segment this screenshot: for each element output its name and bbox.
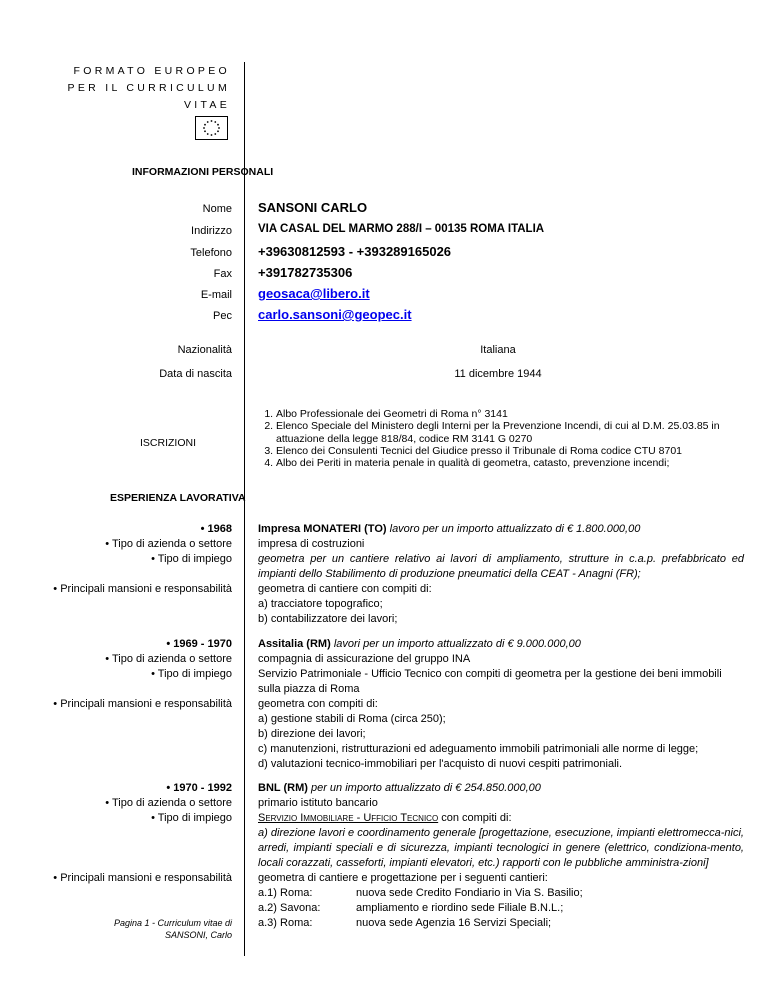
job-labels (53, 781, 232, 886)
job-sector: compagnia di assicurazione del gruppo INA (258, 653, 471, 665)
site-code: a.2) Savona: (258, 902, 321, 914)
job-entry (258, 522, 744, 627)
site-desc: nuova sede Credito Fondiario in Via S. Basilio; (356, 887, 583, 899)
job-role-rest: con compiti di: (441, 812, 512, 824)
job-sector: primario istituto bancario (258, 797, 378, 809)
job-duty: geometra con compiti di: (258, 698, 378, 710)
job-labels (53, 637, 232, 712)
value-nome: SANSONI CARLO (258, 200, 368, 215)
footer-line-1: Pagina 1 - Curriculum vitae di (113, 918, 232, 928)
job-role: Servizio Patrimoniale - Ufficio Tecnico con compiti di geometra per la gestione dei beni immobili sulla piazza di Roma (258, 668, 722, 695)
job-duty: a) gestione stabili di Roma (circa 250); (258, 713, 446, 725)
header-line-1: FORMATO EUROPEO (73, 65, 230, 77)
label-data-nascita: Data di nascita (159, 368, 232, 380)
label-nazionalita: Nazionalità (177, 344, 232, 356)
label-tipo-impiego: • Tipo di impiego (151, 553, 232, 565)
label-tipo-azienda: • Tipo di azienda o settore (105, 797, 232, 809)
label-tipo-azienda: • Tipo di azienda o settore (105, 653, 232, 665)
header-line-2: PER IL CURRICULUM (67, 82, 230, 94)
site-row (258, 916, 744, 931)
site-row (258, 901, 744, 916)
job-employer: Assitalia (RM) (258, 638, 331, 650)
label-mansioni: • Principali mansioni e responsabilità (53, 698, 232, 710)
label-nome: Nome (202, 203, 232, 215)
iscrizione-item: 3. Elenco dei Consulenti Tecnici del Giudice presso il Tribunale di Roma codice CTU 8701 (276, 445, 756, 457)
job-employer-note: lavoro per un importo attualizzato di € 1.800.000,00 (389, 523, 641, 535)
section-title-experience: ESPERIENZA LAVORATIVA (110, 492, 246, 504)
job-role-detail: a) direzione lavori e coordinamento generale [progettazione, esecuzione, impianti elettromecca-nici, arredi, impianti speciali e di sicurezza, impianti tecnologici in genere (elettrico, condiziona-mento, locali corazzati, casseforti, impianti elevatori, etc.) rapporti con le pubbliche amministra-zioni] (258, 827, 744, 869)
label-iscrizioni: ISCRIZIONI (139, 437, 196, 449)
job-entry (258, 781, 744, 931)
email-link[interactable]: geosaca@libero.it (258, 286, 370, 301)
iscrizioni-list (258, 408, 756, 469)
site-desc: ampliamento e riordino sede Filiale B.N.L.; (356, 902, 564, 914)
job-duty: b) contabilizzatore dei lavori; (258, 613, 398, 625)
footer-line-2: SANSONI, Carlo (164, 930, 232, 940)
value-indirizzo: VIA CASAL DEL MARMO 288/I – 00135 ROMA ITALIA (258, 223, 545, 235)
job-duty: c) manutenzioni, ristrutturazioni ed adeguamento immobili patrimoniali alle norme di legge; (258, 743, 699, 755)
vertical-divider (244, 62, 245, 956)
label-pec: Pec (213, 310, 232, 322)
page-footer (114, 917, 232, 941)
label-mansioni: • Principali mansioni e responsabilità (53, 872, 232, 884)
label-tipo-impiego: • Tipo di impiego (151, 812, 232, 824)
job-duty: a) tracciatore topografico; (258, 598, 383, 610)
job-role: geometra per un cantiere relativo ai lavori di ampliamento, strutture in c.a.p. prefabbricato ed impianti dello Stabilimento di produzione pneumatici della CEAT - Anagni (FR); (258, 553, 744, 580)
iscrizione-item: 4. Albo dei Periti in materia penale in qualità di geometra, catasto, prevenzione incendi; (276, 457, 756, 469)
job-employer: Impresa MONATERI (TO) (258, 523, 387, 535)
label-fax: Fax (213, 268, 232, 280)
eu-flag-icon (195, 116, 228, 140)
job-duty: d) valutazioni tecnico-immobiliari per l'acquisto di nuovi cespiti patrimoniali. (258, 758, 623, 770)
label-mansioni: • Principali mansioni e responsabilità (53, 583, 232, 595)
site-row (258, 886, 744, 901)
label-indirizzo: Indirizzo (191, 225, 232, 237)
job-role-underlined: Servizio Immobiliare - Ufficio Tecnico (258, 812, 439, 824)
job-duty: b) direzione dei lavori; (258, 728, 366, 740)
label-telefono: Telefono (190, 247, 232, 259)
value-nazionalita: Italiana (480, 344, 516, 356)
iscrizione-item: 1. Albo Professionale dei Geometri di Roma n° 3141 (276, 408, 756, 420)
job-sector: impresa di costruzioni (258, 538, 365, 550)
section-title-personal: INFORMAZIONI PERSONALI (132, 166, 274, 178)
job-entry (258, 637, 744, 772)
value-fax: +391782735306 (258, 265, 353, 280)
label-email: E-mail (200, 289, 232, 301)
job-employer-note: lavori per un importo attualizzato di € 9.000.000,00 (333, 638, 581, 650)
job-employer: BNL (RM) (258, 782, 308, 794)
iscrizione-item: 2. Elenco Speciale del Ministero degli Interni per la Prevenzione Incendi, di cui al D.M. 25.03.85 in attuazione della legge 818/84, codice RM 3141 G 0270 (276, 420, 756, 445)
pec-link[interactable]: carlo.sansoni@geopec.it (258, 307, 412, 322)
value-data-nascita: 11 dicembre 1944 (454, 368, 542, 380)
job-period: • 1969 - 1970 (166, 638, 232, 650)
header-line-3: VITAE (183, 99, 230, 111)
label-tipo-impiego: • Tipo di impiego (151, 668, 232, 680)
job-employer-note: per un importo attualizzato di € 254.850.000,00 (310, 782, 541, 794)
site-desc: nuova sede Agenzia 16 Servizi Speciali; (356, 917, 552, 929)
site-code: a.3) Roma: (258, 917, 313, 929)
label-tipo-azienda: • Tipo di azienda o settore (105, 538, 232, 550)
site-code: a.1) Roma: (258, 887, 313, 899)
job-duty: geometra di cantiere con compiti di: (258, 583, 432, 595)
job-period: • 1968 (200, 523, 232, 535)
job-labels (53, 522, 232, 597)
job-period: • 1970 - 1992 (166, 782, 232, 794)
job-duties-intro: geometra di cantiere e progettazione per i seguenti cantieri: (258, 872, 548, 884)
value-telefono: +39630812593 - +393289165026 (258, 244, 452, 259)
